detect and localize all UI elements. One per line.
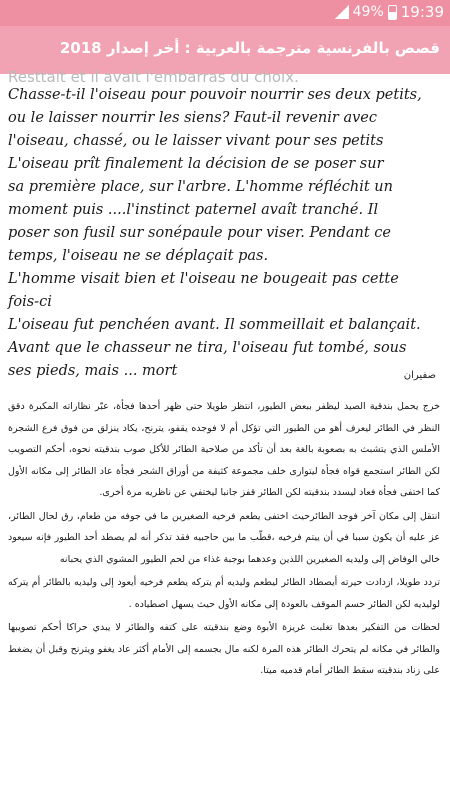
- french-partial-line: Resttait et il avait l'embarras du choix.: [8, 68, 299, 86]
- status-right-group: [335, 3, 444, 21]
- story-content[interactable]: [0, 68, 450, 800]
- arabic-paragraph: تردد طويلا، ازدادت حيرته أيصطاد الطائر ليطعم وليديه أم يتركه يطعم فرخيه أيعود إلى وليديه بالطائر أم يتركه لوليديه لكن الطائر حسم الموقف بالعودة إلى مكانه الأول حيث يسهل اصطياده .: [8, 577, 440, 610]
- app-title: قصص بالفرنسية مترجمة بالعربية : أخر إصدار 2018: [59, 39, 440, 57]
- battery-icon: [388, 5, 397, 20]
- status-bar: [0, 0, 450, 26]
- arabic-paragraph: خرج يحمل بندقية الصيد ليظفر ببعض الطيور، انتظر طويلا حتى ظهر أحدها فجأة، عبّر نظاراته المكبرة دقق النظر في الطائر ليعرف أهو من الطيور التي تؤكل أم لا فوجده يقفو، يترنح، يكاد ينزلق من فوق فرع الشجرة الأملس الذي يتشبث به بصعوبة بالغة بعد أن تأكد من صلاحية الطائر للأكل صوب بندقيته نحوه، أحكم التصويب لكن الطائر استجمع قواه فجأة ليتوارى خلف مجموعة كثيفة من أوراق الشجر فجأة عاد الطائر إلى مكانه الأول كما اختفى فجأة فعاد ليسدد بندقيته لكن الطائر قفز جانبا ليختفي عن ناظريه مرة أخرى.: [8, 401, 440, 498]
- arabic-paragraph: انتقل إلى مكان آخر فوجد الطائرحيث اختفى يطعم فرخيه الصغيرين ما في جوفه من طعام، رق لحال الطائر، عز عليه أن يكون سببا في أن ييتم فرخيه ،قطّب ما بين حاجبيه فقد تذكر أنه لم يصطد أحد الطيور فإنه سيعود خالي الوفاض إلى وليديه الصغيرين اللذين وعدهما بوجبة غذاء من لحم الطيور المشوي الذي يحبانه: [8, 510, 440, 565]
- battery-percent: 49%: [352, 4, 384, 20]
- translator-name: صفيران: [403, 370, 436, 381]
- signal-icon: [335, 5, 349, 19]
- clock: 19:39: [400, 3, 444, 21]
- app-bar: [0, 26, 450, 74]
- french-story-text: Chasse-t-il l'oiseau pour pouvoir nourrir ses deux petits, ou le laisser nourrir les siens? Faut-il revenir avec l'oiseau, chassé, ou le laisser vivant pour ses petits L'oiseau prît finalement la décision de se poser sur sa première place, sur l'arbre. L'homme réfléchit un moment puis ....l'instinct paternel avaît tranché. Il poser son fusil sur sonépaule pour viser. Pendant ce temps, l'oiseau ne se déplaçait pas. L'homme visait bien et l'oiseau ne bougeait pas cette fois-ci L'oiseau fut penchéen avant. Il sommeillait et balançait. Avant que le chasseur ne tira, l'oiseau fut tombé, sous ses pieds, mais ... mort: [8, 87, 422, 379]
- arabic-paragraph: لحظات من التفكير بعدها تغلبت غريزة الأبوة وضع بندقيته على كتفه والطائر لا يبدي حراكا أحكم تصويبها والطائر في مكانه لم يتحرك الطائر هذه المرة لكنه مال بجسمه إلى الأمام أكثر عاد يغفو ويترنح وقبل أن يضغط على زناد بندقيته سقط الطائر أمام قدميه ميتا.: [8, 622, 440, 676]
- arabic-story-text: [8, 396, 440, 684]
